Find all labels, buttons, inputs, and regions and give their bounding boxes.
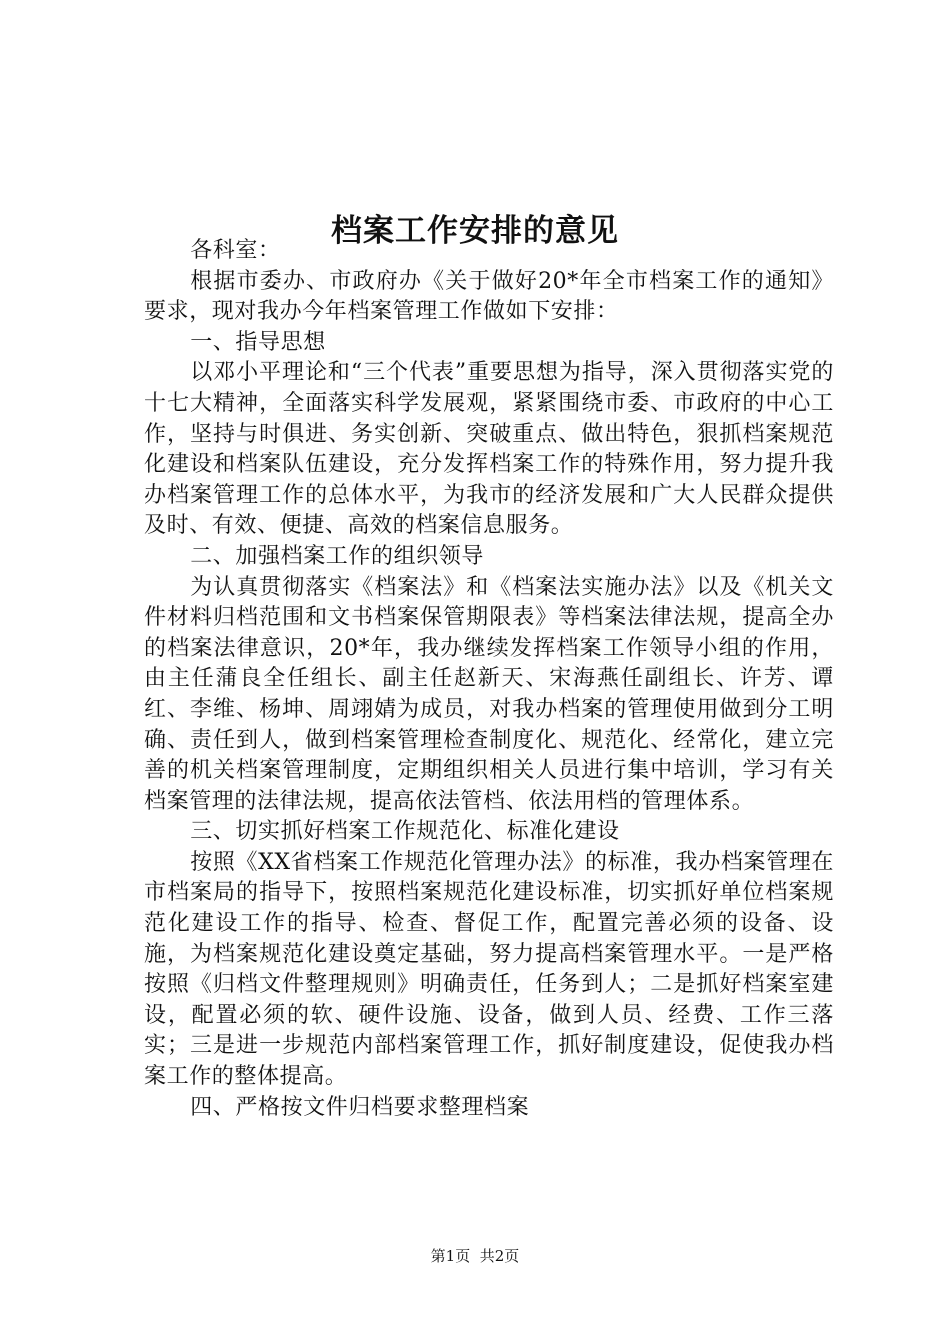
- section-heading-1: 一、指导思想: [190, 329, 326, 355]
- paragraph-standardization: 按照《XX省档案工作规范化管理办法》的标准，我办档案管理在市档案局的指导下，按照档案规范化建设标准，切实抓好单位档案规范化建设工作的指导、检查、督促工作，配置完善必须的设备、设施，为档案规范化建设奠定基础，努力提高档案管理水平。一是严格按照《归档文件整理规则》明确责任，任务到人；二是抓好档案室建设，配置必须的软、硬件设施、设备，做到人员、经费、工作三落实；三是进一步规范内部档案管理工作，抓好制度建设，促使我办档案工作的整体提高。: [144, 849, 834, 1090]
- page-footer: [0, 1246, 950, 1266]
- document-body: [144, 236, 834, 1123]
- page-number: 第1页: [430, 1247, 471, 1265]
- section-heading-4: 四、严格按文件归档要求整理档案: [190, 1094, 530, 1120]
- paragraph-organization: 为认真贯彻落实《档案法》和《档案法实施办法》以及《机关文件材料归档范围和文书档案保管期限表》等档案法律法规，提高全办的档案法律意识，20*年，我办继续发挥档案工作领导小组的作用，由主任蒲良全任组长、副主任赵新天、宋海燕任副组长、许芳、谭红、李维、杨坤、周翊婧为成员，对我办档案的管理使用做到分工明确、责任到人，做到档案管理检查制度化、规范化、经常化，建立完善的机关档案管理制度，定期组织相关人员进行集中培训，学习有关档案管理的法律法规，提高依法管档、依法用档的管理体系。: [144, 574, 834, 814]
- paragraph-intro: 根据市委办、市政府办《关于做好20*年全市档案工作的通知》要求，现对我办今年档案管理工作做如下安排：: [144, 268, 834, 325]
- document-title: 档案工作安排的意见: [331, 212, 619, 249]
- paragraph-guiding-thought: 以邓小平理论和“三个代表”重要思想为指导，深入贯彻落实党的十七大精神，全面落实科学发展观，紧紧围绕市委、市政府的中心工作，坚持与时俱进、务实创新、突破重点、做出特色，狠抓档案规范化建设和档案队伍建设，充分发挥档案工作的特殊作用，努力提升我办档案管理工作的总体水平，为我市的经济发展和广大人民群众提供及时、有效、便捷、高效的档案信息服务。: [144, 360, 834, 539]
- section-heading-3: 三、切实抓好档案工作规范化、标准化建设: [190, 819, 620, 845]
- section-heading-2: 二、加强档案工作的组织领导: [190, 543, 484, 569]
- salutation: 各科室：: [190, 238, 281, 263]
- page-total: 共2页: [479, 1247, 520, 1265]
